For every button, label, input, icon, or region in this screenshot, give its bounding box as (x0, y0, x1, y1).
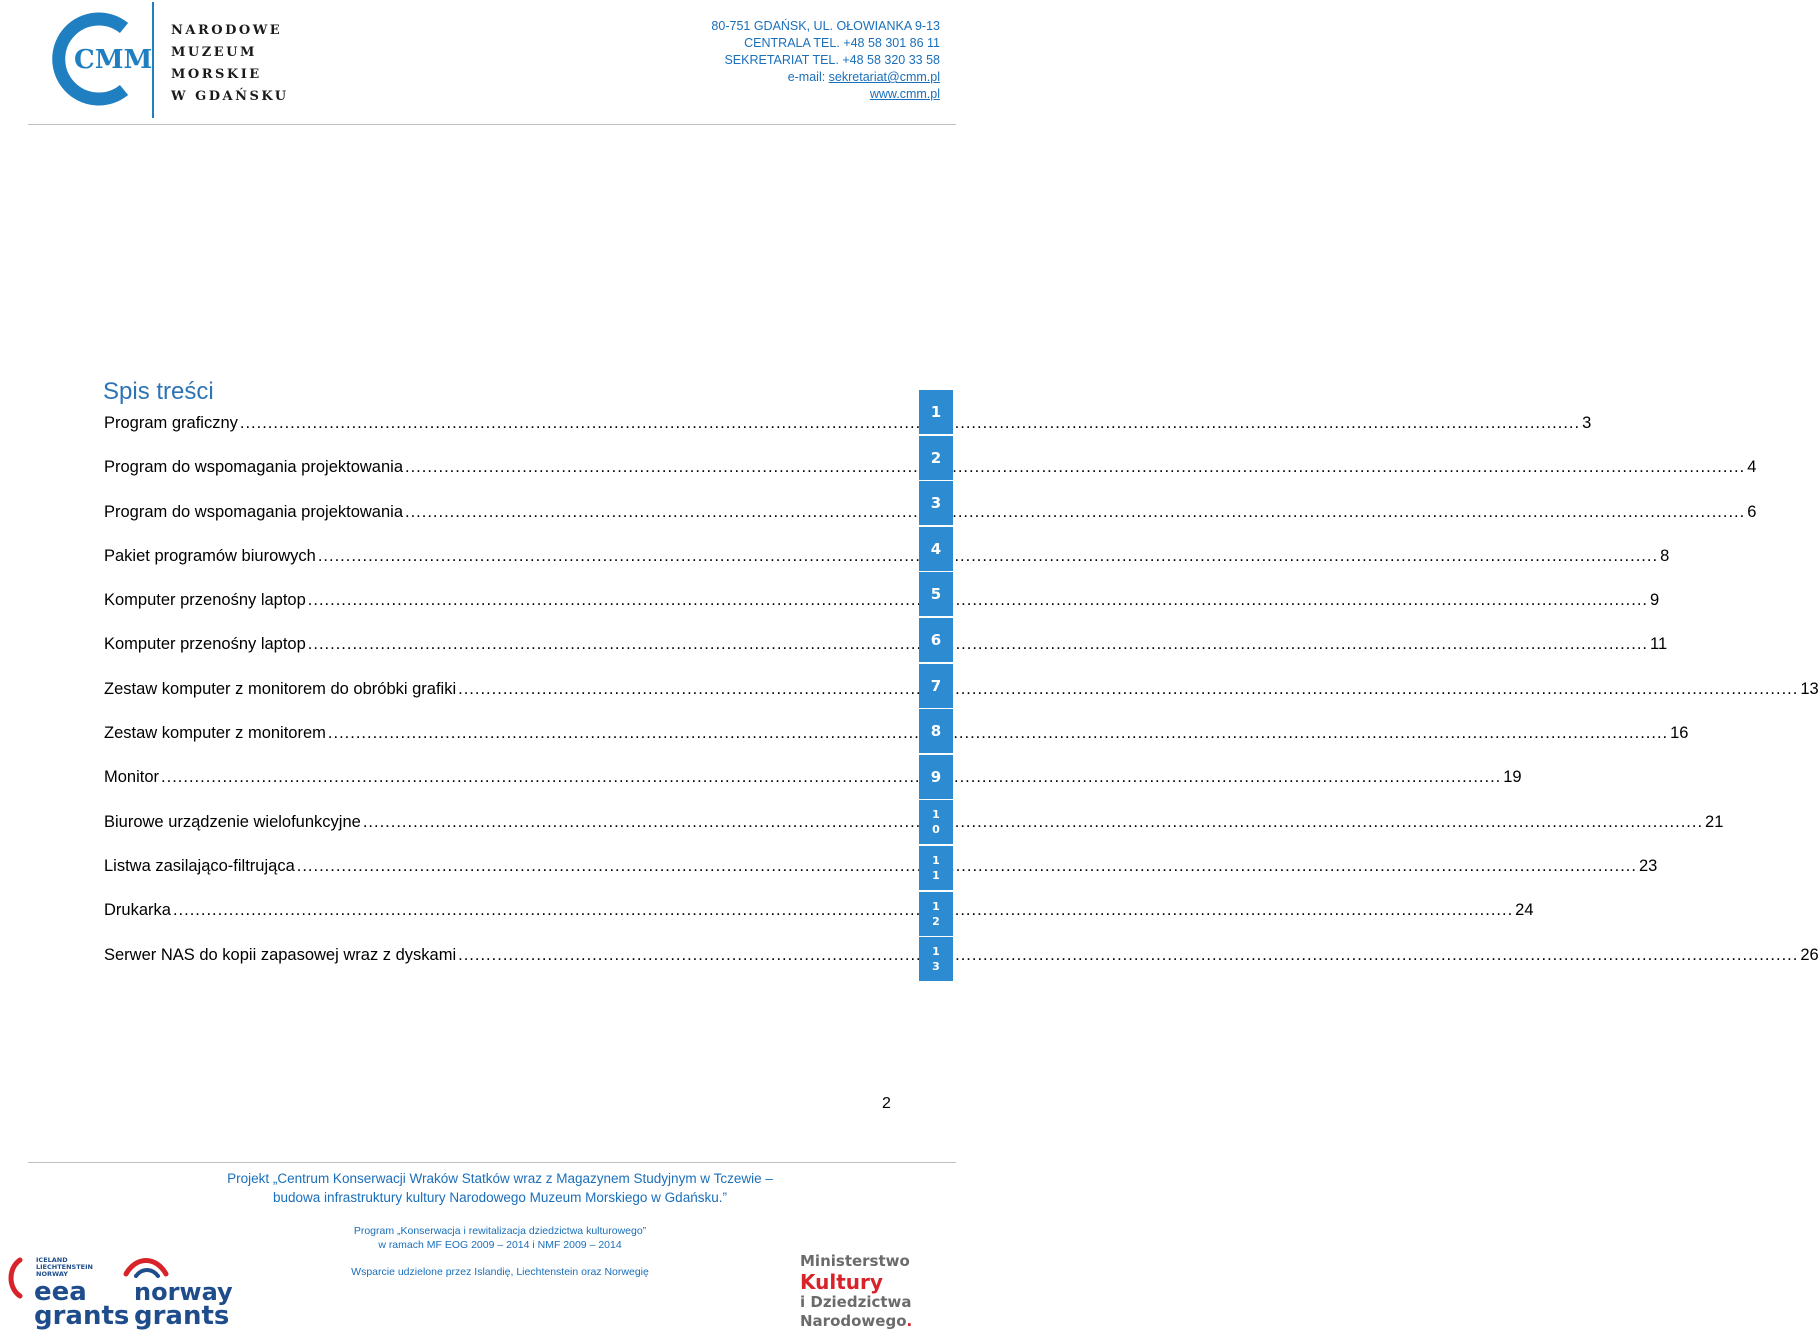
toc-leader (458, 946, 1798, 965)
toc-leader (363, 813, 1703, 832)
footer-rule (28, 1162, 956, 1163)
toc-entry[interactable] (104, 768, 1522, 812)
toc-entry-page: 23 (1638, 856, 1658, 875)
eea-word: eea (34, 1277, 87, 1307)
section-tabs (919, 390, 953, 983)
toc-leader (161, 768, 1501, 787)
program-line-1: Program „Konserwacja i rewitalizacja dziedzictwa kulturowego” (353, 1225, 647, 1237)
section-tab-label: 2 (930, 448, 942, 467)
section-tab-digit: 1 (932, 899, 940, 913)
section-tab-13[interactable] (919, 937, 953, 981)
section-tab-label: 3 (930, 494, 942, 513)
toc-entry[interactable] (104, 724, 1689, 768)
section-tab-label: 7 (930, 676, 942, 695)
section-tab-digit: 1 (932, 945, 940, 959)
toc-entry-page: 16 (1670, 724, 1689, 743)
toc-entry-page: 24 (1515, 901, 1534, 920)
section-tab-digit: 0 (932, 823, 940, 837)
cmm-logo-mark (50, 14, 153, 104)
toc-leader (318, 547, 1658, 566)
toc-leader (308, 591, 1648, 610)
project-description (200, 1169, 800, 1207)
toc-entry-title: Listwa zasilająco-filtrująca (104, 856, 295, 875)
section-tab-digit: 1 (932, 868, 940, 882)
toc-entry-title: Zestaw komputer z monitorem do obróbki grafiki (104, 679, 457, 698)
toc-leader (297, 857, 1637, 876)
ministry-line-4-row (800, 1312, 912, 1331)
contact-secretariat-phone: SEKRETARIAT TEL. +48 58 320 33 58 (724, 53, 940, 67)
toc-list (104, 414, 1819, 990)
toc-entry-title: Komputer przenośny laptop (104, 591, 306, 610)
toc-entry-page: 26 (1800, 945, 1819, 964)
toc-title: Spis treści (103, 378, 214, 405)
toc-entry-title: Monitor (104, 768, 160, 787)
contact-website-row (711, 86, 940, 103)
logo-divider (152, 2, 154, 118)
norway-grants-logo (122, 1254, 233, 1331)
museum-name-line-2: MUZEUM (171, 45, 257, 60)
section-tab-9[interactable] (919, 755, 953, 799)
toc-entry-title: Program graficzny (104, 414, 238, 432)
toc-entry-page: 8 (1660, 546, 1670, 565)
support-statement: Wsparcie udzielone przez Islandię, Liechtenstein oraz Norwegię (351, 1266, 649, 1278)
section-tab-12[interactable] (919, 892, 953, 936)
section-tab-8[interactable] (919, 709, 953, 753)
toc-entry-title: Program do wspomagania projektowania (104, 502, 403, 521)
section-tab-1[interactable] (919, 390, 953, 434)
toc-entry-page: 19 (1503, 768, 1522, 787)
section-tab-label: 8 (930, 722, 942, 741)
section-tab-digit: 2 (932, 914, 940, 928)
toc-entry-page: 13 (1800, 679, 1819, 698)
toc-entry-page: 4 (1747, 458, 1757, 477)
toc-entry[interactable] (104, 901, 1534, 945)
section-tab-10[interactable] (919, 800, 953, 844)
ministry-logo (800, 1252, 912, 1331)
ministry-dot: . (906, 1312, 913, 1330)
toc-entry[interactable] (104, 812, 1724, 857)
program-description (250, 1224, 750, 1252)
toc-leader (458, 676, 1798, 699)
ministry-line-1: Ministerstwo (800, 1252, 910, 1270)
toc-leader (405, 503, 1745, 522)
eea-country-3: NORWAY (36, 1270, 68, 1278)
eea-grants-word: grants (34, 1301, 130, 1331)
ministry-line-2: Kultury (800, 1270, 883, 1294)
museum-name (171, 20, 289, 108)
toc-entry-title: Pakiet programów biurowych (104, 546, 316, 565)
norway-word: norway (134, 1278, 233, 1306)
museum-name-line-3: MORSKIE (171, 67, 262, 82)
toc-entry[interactable] (104, 546, 1670, 591)
page-number: 2 (882, 1095, 891, 1112)
program-line-2: w ramach MF EOG 2009 – 2014 i NMF 2009 – 2014 (378, 1239, 622, 1251)
section-tab-2[interactable] (919, 436, 953, 480)
contact-email-label: e-mail: (787, 70, 829, 84)
toc-entry[interactable] (104, 458, 1757, 502)
section-tab-label: 6 (930, 630, 942, 649)
toc-entry-title: Serwer NAS do kopii zapasowej wraz z dyskami (104, 945, 457, 964)
eea-grants-logo (6, 1254, 130, 1331)
section-tab-3[interactable] (919, 481, 953, 525)
toc-entry-title: Biurowe urządzenie wielofunkcyjne (104, 812, 361, 831)
toc-entry-title: Zestaw komputer z monitorem (104, 724, 326, 743)
section-tab-label: 9 (930, 767, 942, 786)
toc-leader (328, 724, 1668, 743)
section-tab-digit: 1 (932, 853, 940, 867)
toc-entry[interactable] (104, 856, 1658, 901)
toc-entry[interactable] (104, 502, 1757, 547)
toc-leader (308, 635, 1648, 654)
ministry-line-4: Narodowego (800, 1312, 907, 1330)
toc-entry-title: Program do wspomagania projektowania (104, 458, 403, 477)
toc-leader (240, 414, 1580, 433)
contact-address: 80-751 GDAŃSK, UL. OŁOWIANKA 9-13 (711, 19, 940, 33)
section-tab-digit: 1 (932, 808, 940, 822)
section-tab-6[interactable] (919, 618, 953, 662)
section-tab-5[interactable] (919, 572, 953, 616)
contact-central-phone: CENTRALA TEL. +48 58 301 86 11 (744, 36, 940, 50)
toc-entry[interactable] (104, 945, 1819, 990)
section-tab-11[interactable] (919, 846, 953, 890)
project-line-2: budowa infrastruktury kultury Narodowego Muzeum Morskiego w Gdańsku.” (273, 1190, 727, 1205)
section-tab-7[interactable] (919, 664, 953, 708)
section-tab-label: 5 (930, 585, 942, 604)
toc-entry-page: 3 (1582, 414, 1592, 432)
project-line-1: Projekt „Centrum Konserwacji Wraków Statków wraz z Magazynem Studyjnym w Tczewie – (227, 1171, 773, 1186)
section-tab-label: 4 (930, 539, 942, 558)
section-tab-digit: 3 (932, 960, 940, 974)
eea-country-1: ICELAND (36, 1256, 68, 1264)
eea-country-2: LIECHTENSTEIN (36, 1263, 93, 1271)
museum-name-line-1: NARODOWE (171, 23, 283, 38)
toc-entry-page: 21 (1705, 812, 1724, 831)
contact-email-link[interactable]: sekretariat@cmm.pl (828, 70, 940, 84)
museum-name-line-4: W GDAŃSKU (171, 89, 289, 104)
norway-grants-word: grants (134, 1301, 230, 1331)
ministry-line-3: i Dziedzictwa (800, 1293, 912, 1311)
toc-entry[interactable] (104, 591, 1660, 635)
toc-leader (405, 458, 1745, 477)
toc-entry[interactable] (104, 414, 1592, 458)
toc-entry[interactable] (104, 635, 1668, 679)
header-rule (28, 124, 956, 125)
contact-website-link[interactable]: www.cmm.pl (869, 87, 940, 101)
section-tab-label: 1 (930, 403, 942, 421)
toc-entry-page: 9 (1650, 591, 1660, 610)
contact-email-row (711, 69, 940, 86)
toc-entry[interactable] (104, 679, 1819, 724)
toc-entry-title: Komputer przenośny laptop (104, 635, 306, 654)
toc-entry-title: Drukarka (104, 901, 171, 920)
section-tab-4[interactable] (919, 527, 953, 571)
toc-entry-page: 11 (1650, 635, 1668, 654)
toc-entry-page: 6 (1747, 502, 1757, 521)
logo-monogram-text: CMM (74, 45, 153, 75)
toc-leader (173, 901, 1513, 920)
contact-block (711, 18, 940, 103)
